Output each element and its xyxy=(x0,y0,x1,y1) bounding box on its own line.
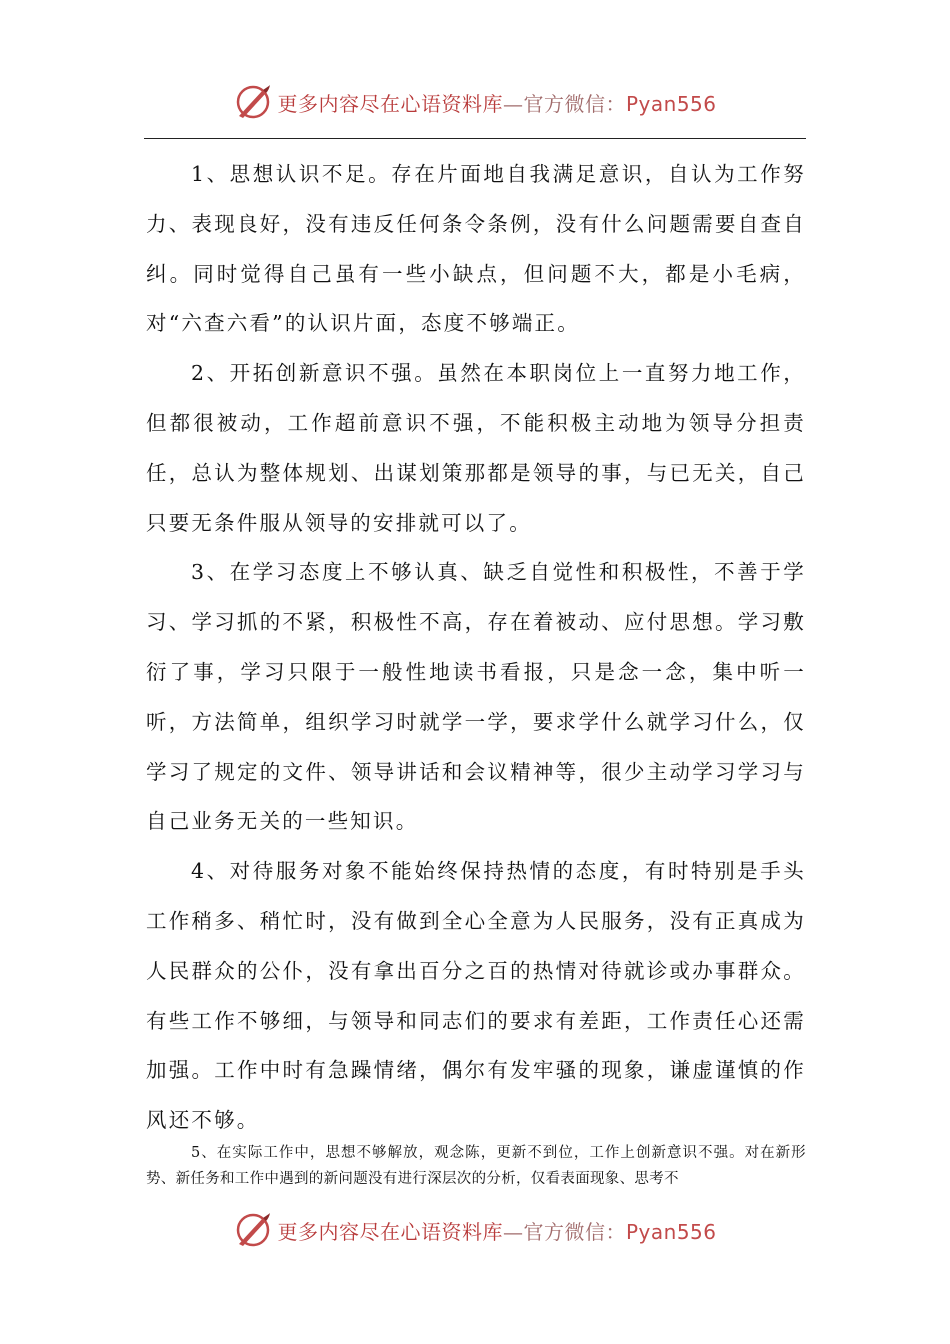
footer-banner xyxy=(0,1208,950,1252)
quill-logo-icon xyxy=(233,1210,273,1250)
header-banner xyxy=(0,80,950,124)
paragraph-1: 1、思想认识不足。存在片面地自我满足意识，自认为工作努力、表现良好，没有违反任何条令条例，没有什么问题需要自查自纠。同时觉得自己虽有一些小缺点，但问题不大，都是小毛病，对“六查六看”的认识片面，态度不够端正。 xyxy=(146,162,806,336)
footer-handle: Pyan556 xyxy=(625,1219,717,1244)
paragraph-3: 3、在学习态度上不够认真、缺乏自觉性和积极性，不善于学习、学习抓的不紧，积极性不高，存在着被动、应付思想。学习敷衍了事，学习只限于一般性地读书看报，只是念一念，集中听一听，方法简单，组织学习时就学一学，要求学什么就学习什么，仅学习了规定的文件、领导讲话和会议精神等，很少主动学习学习与自己业务无关的一些知识。 xyxy=(146,560,806,834)
footer-text xyxy=(277,1216,716,1245)
footer-dash: — xyxy=(502,1219,524,1244)
header-divider xyxy=(144,138,806,139)
document-body xyxy=(146,150,806,1146)
banner-text xyxy=(277,88,716,117)
banner-brand: 更多内容尽在心语资料库 xyxy=(277,91,503,116)
banner-wechat-label: 官方微信： xyxy=(523,91,626,116)
banner-dash: — xyxy=(502,91,524,116)
footer-wechat-label: 官方微信： xyxy=(523,1219,626,1244)
paragraph-4: 4、对待服务对象不能始终保持热情的态度，有时特别是手头工作稍多、稍忙时，没有做到全心全意为人民服务，没有正真成为人民群众的公仆，没有拿出百分之百的热情对待就诊或办事群众。有些工作不够细，与领导和同志们的要求有差距，工作责任心还需加强。工作中时有急躁情绪，偶尔有发牢骚的现象，谦虚谨慎的作风还不够。 xyxy=(146,859,806,1133)
footer-brand: 更多内容尽在心语资料库 xyxy=(277,1219,503,1244)
paragraph-2: 2、开拓创新意识不强。虽然在本职岗位上一直努力地工作，但都很被动，工作超前意识不强，不能积极主动地为领导分担责任，总认为整体规划、出谋划策那都是领导的事，与已无关，自己只要无条件服从领导的安排就可以了。 xyxy=(146,361,806,535)
quill-logo-icon xyxy=(233,82,273,122)
banner-handle: Pyan556 xyxy=(625,91,717,116)
paragraph-5: 5、在实际工作中，思想不够解放，观念陈，更新不到位，工作上创新意识不强。对在新形势、新任务和工作中遇到的新问题没有进行深层次的分析，仅看表面现象、思考不 xyxy=(146,1145,806,1187)
